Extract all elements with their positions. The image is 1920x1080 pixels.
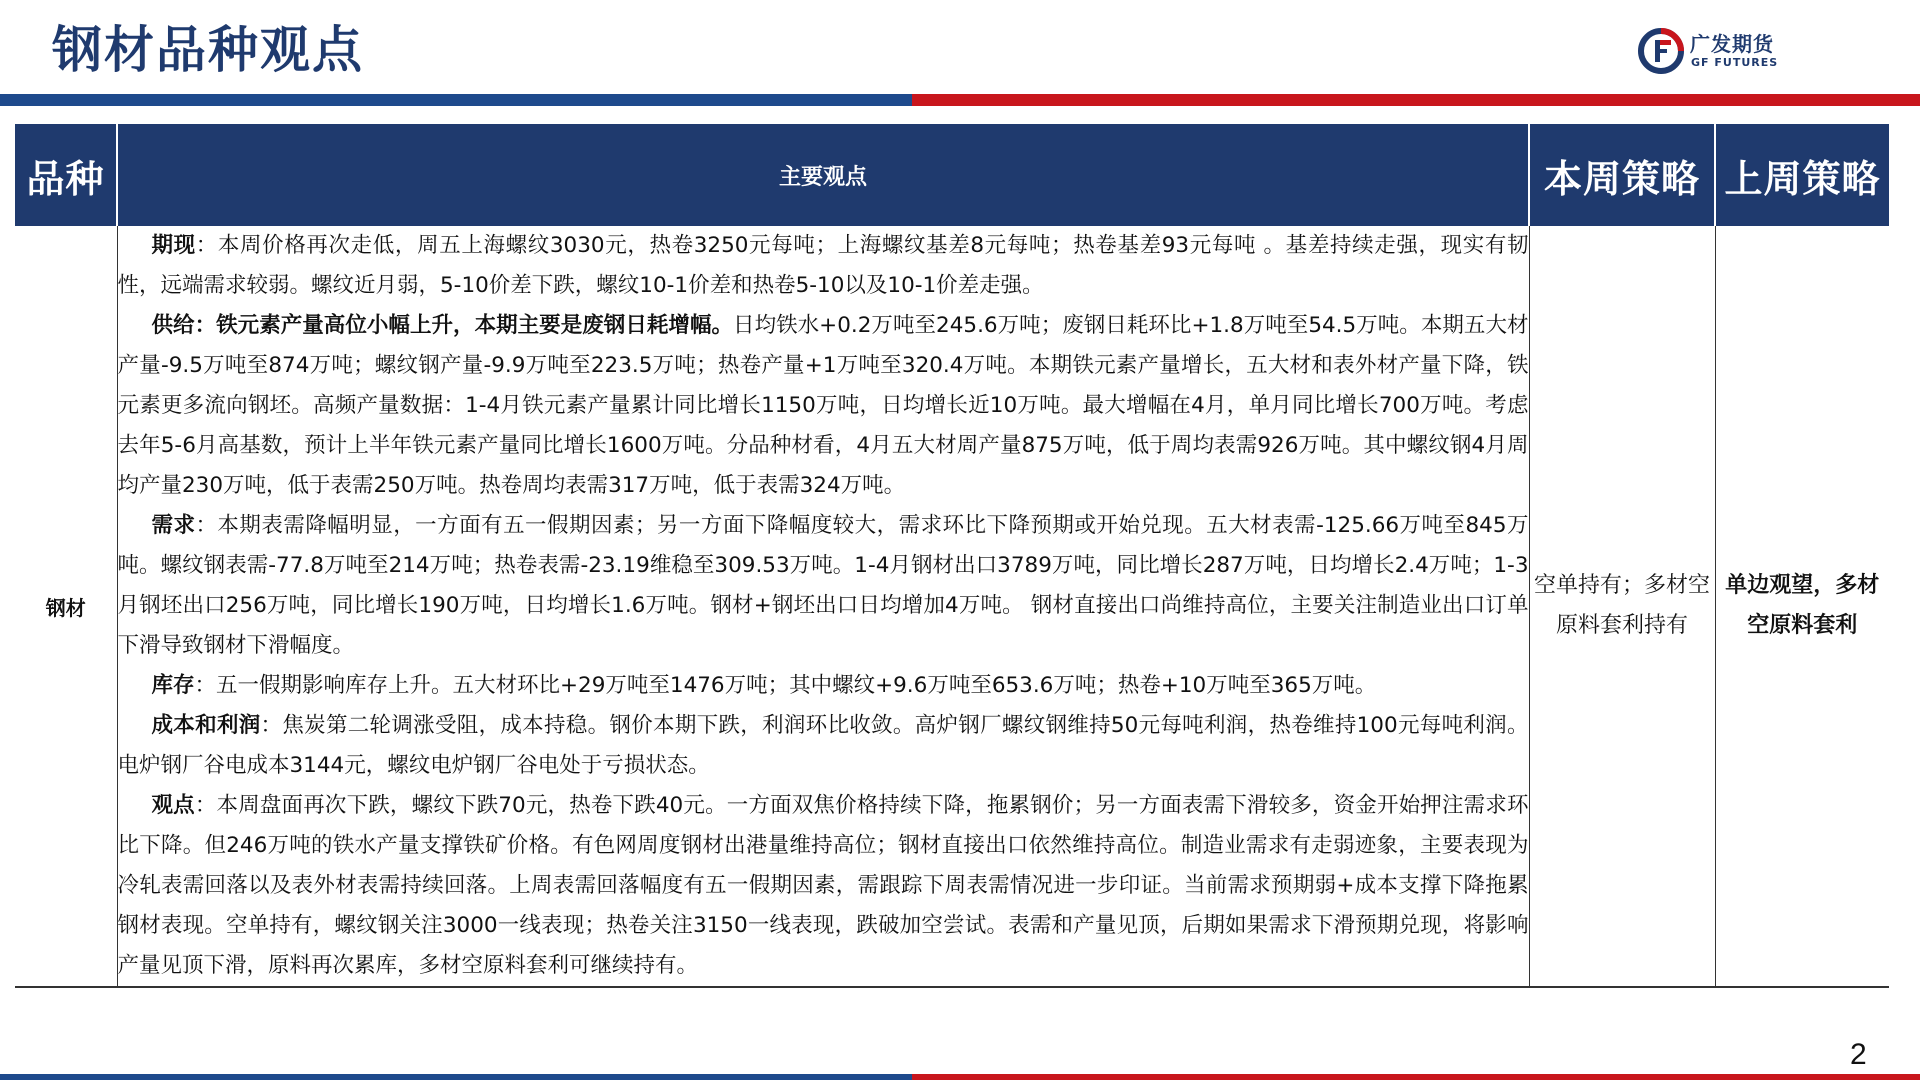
views-paragraph-spot-futures bbox=[118, 226, 1529, 306]
paragraph-label: 库存 bbox=[151, 673, 195, 698]
paragraph-text: ：焦炭第二轮调涨受阻，成本持稳。钢价本期下跌，利润环比收敛。高炉钢厂螺纹钢维持50元每吨利润，热卷维持100元每吨利润。电炉钢厂谷电成本3144元，螺纹电炉钢厂谷电处于亏损状态。 bbox=[117, 713, 1529, 778]
views-paragraph-inventory bbox=[118, 666, 1529, 706]
page-title: 钢材品种观点 bbox=[52, 21, 364, 79]
steel-views-table bbox=[15, 124, 1889, 988]
gf-logo-icon bbox=[1638, 28, 1684, 74]
paragraph-label: 供给： bbox=[151, 313, 217, 338]
views-paragraph-demand bbox=[118, 506, 1529, 666]
views-paragraph-supply bbox=[118, 306, 1529, 506]
table-row bbox=[15, 226, 1889, 987]
header-divider-bar bbox=[0, 94, 1920, 106]
paragraph-text: 日均铁水+0.2万吨至245.6万吨；废钢日耗环比+1.8万吨至54.5万吨。本期五大材产量-9.5万吨至874万吨；螺纹钢产量-9.9万吨至223.5万吨；热卷产量+1万吨至320.4万吨。本期铁元素产量增长，五大材和表外材产量下降，铁元素更多流向钢坯。高频产量数据：1-4月铁元素产量累计同比增长1150万吨，日均增长近10万吨。最大增幅在4月，单月同比增长700万吨。考虑去年5-6月高基数，预计上半年铁元素产量同比增长1600万吨。分品种材看，4月五大材周产量875万吨，低于周均表需926万吨。其中螺纹钢4月周均产量230万吨，低于表需250万吨。热卷周均表需317万吨，低于表需324万吨。 bbox=[117, 313, 1529, 498]
last-week-strategy-cell: 单边观望，多材空原料套利 bbox=[1715, 226, 1889, 987]
header-last-week-strategy: 上周策略 bbox=[1715, 124, 1889, 226]
logo-name-cn: 广发期货 bbox=[1690, 32, 1774, 56]
variety-cell: 钢材 bbox=[15, 226, 117, 987]
page-number: 2 bbox=[1850, 1038, 1867, 1071]
footer-divider-bar bbox=[0, 1074, 1920, 1080]
paragraph-label: 期现 bbox=[151, 233, 196, 258]
paragraph-label: 需求 bbox=[151, 513, 196, 538]
paragraph-text: ：本周盘面再次下跌，螺纹下跌70元，热卷下跌40元。一方面双焦价格持续下降，拖累钢价；另一方面表需下滑较多，资金开始押注需求环比下降。但246万吨的铁水产量支撑铁矿价格。有色网周度钢材出港量维持高位；钢材直接出口依然维持高位。制造业需求有走弱迹象，主要表现为冷轧表需回落以及表外材表需持续回落。上周表需回落幅度有五一假期因素，需跟踪下周表需情况进一步印证。当前需求预期弱+成本支撑下降拖累钢材表现。空单持有，螺纹钢关注3000一线表现；热卷关注3150一线表现，跌破加空尝试。表需和产量见顶，后期如果需求下滑预期兑现，将影响产量见顶下滑，原料再次累库，多材空原料套利可继续持有。 bbox=[117, 793, 1529, 978]
paragraph-text: ：本周价格再次走低，周五上海螺纹3030元，热卷3250元每吨；上海螺纹基差8元每吨；热卷基差93元每吨 。基差持续走强，现实有韧性，远端需求较弱。螺纹近月弱，5-10价差下跌，螺纹10-1价差和热卷5-10以及10-1价差走强。 bbox=[117, 233, 1529, 298]
main-views-cell bbox=[117, 226, 1529, 987]
views-paragraph-cost-profit bbox=[118, 706, 1529, 786]
header-variety: 品种 bbox=[15, 124, 117, 226]
this-week-strategy-cell: 空单持有；多材空原料套利持有 bbox=[1529, 226, 1715, 987]
paragraph-bold-lead: 铁元素产量高位小幅上升，本期主要是废钢日耗增幅。 bbox=[216, 313, 734, 338]
paragraph-label: 成本和利润 bbox=[151, 713, 261, 738]
views-paragraph-outlook bbox=[118, 786, 1529, 986]
logo-name-en: GF FUTURES bbox=[1691, 56, 1779, 69]
paragraph-text: ：本期表需降幅明显，一方面有五一假期因素；另一方面下降幅度较大，需求环比下降预期或开始兑现。五大材表需-125.66万吨至845万吨。螺纹钢表需-77.8万吨至214万吨；热卷表需-23.19维稳至309.53万吨。1-4月钢材出口3789万吨，同比增长287万吨，日均增长2.4万吨；1-3月钢坯出口256万吨，同比增长190万吨，日均增长1.6万吨。钢材+钢坯出口日均增加4万吨。 钢材直接出口尚维持高位，主要关注制造业出口订单下滑导致钢材下滑幅度。 bbox=[117, 513, 1529, 658]
paragraph-text: ：五一假期影响库存上升。五大材环比+29万吨至1476万吨；其中螺纹+9.6万吨至653.6万吨；热卷+10万吨至365万吨。 bbox=[194, 673, 1377, 698]
header-this-week-strategy: 本周策略 bbox=[1529, 124, 1715, 226]
paragraph-label: 观点 bbox=[151, 793, 195, 818]
table-header-row bbox=[15, 124, 1889, 226]
company-logo bbox=[1638, 26, 1788, 76]
header-main-views: 主要观点 bbox=[117, 124, 1529, 226]
